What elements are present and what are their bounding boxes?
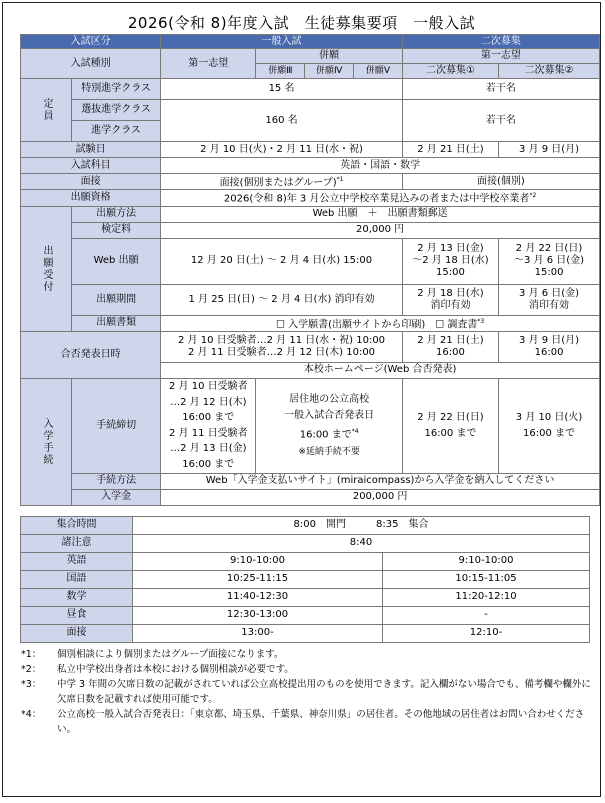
application-label: 出願受付 — [21, 206, 72, 331]
capacity-selective-label: 選抜進学クラス — [72, 100, 161, 121]
web-application-second2: 2 月 22 日(日) ～3 月 6 日(金) 15:00 — [499, 238, 600, 284]
exam-date-second2: 3 月 9 日(月) — [499, 142, 600, 158]
footnote — [21, 707, 593, 737]
web-application-general: 12 月 20 日(土) ～ 2 月 4 日(水) 15:00 — [161, 238, 403, 284]
exam-date-general: 2 月 10 日(火)・2 月 11 日(水・祝) — [161, 142, 403, 158]
header-heigan5: 併願Ⅴ — [354, 64, 403, 79]
footnote-key: *1： — [21, 648, 42, 660]
procedure-method: Web「入学金支払いサイト」(miraicompass)から入学金を納入してください — [161, 473, 600, 489]
interview-general: 面接(個別またはグループ)$^{*1}$ — [161, 174, 403, 190]
schedule-row-second: 9:10-10:00 — [383, 552, 590, 570]
header-type: 入試種別 — [21, 49, 161, 79]
application-period-general: 1 月 25 日(日) ～ 2 月 4 日(水) 消印有効 — [161, 284, 403, 315]
footnote — [21, 647, 593, 662]
footnote-text: 個別相談により個別またはグループ面接になります。 — [57, 648, 284, 660]
header-first-choice: 第一志望 — [161, 49, 256, 79]
capacity-special-label: 特別進学クラス — [72, 79, 161, 100]
capacity-general-num: 160 名 — [161, 100, 403, 142]
procedure-deadline-first: 2 月 10 日受験者 …2 月 12 日(木) 16:00 まで 2 月 11 日受験者 …2 月 13 日(金) 16:00 まで — [161, 378, 256, 473]
header-second1: 二次募集① — [402, 64, 498, 79]
schedule-table — [20, 516, 590, 643]
procedure-fee-label: 入学金 — [72, 489, 161, 505]
qualification-label: 出願資格 — [21, 190, 161, 206]
schedule-row-second: 12:10- — [383, 624, 590, 642]
schedule-row-general: 13:00- — [133, 624, 383, 642]
page-title: 2026(令和 8)年度入試 生徒募集要項 一般入試 — [127, 14, 476, 32]
schedule-row-general: 10:25-11:15 — [133, 570, 383, 588]
schedule-row-label: 数学 — [21, 588, 133, 606]
web-application-label: Web 出願 — [72, 238, 161, 284]
procedure-deadline-second1: 2 月 22 日(日) 16:00 まで — [402, 378, 498, 473]
qualification-value: 2026(令和 8)年 3 月公立中学校卒業見込みの者または中学校卒業者$^{*2}$ — [161, 190, 600, 206]
footnotes — [21, 647, 593, 737]
footnote-text: 私立中学校出身者は本校における個別相談が必要です。 — [57, 663, 294, 675]
web-application-second1: 2 月 13 日(金) ～2 月 18 日(水) 15:00 — [402, 238, 498, 284]
schedule-row-label: 国語 — [21, 570, 133, 588]
result-second2: 3 月 9 日(月) 16:00 — [499, 331, 600, 362]
procedure-label: 入学手続 — [21, 378, 72, 505]
application-period-label: 出願期間 — [72, 284, 161, 315]
footnote-text: 中学 3 年間の欠席日数の記載がされていれば公立高校提出用のものを使用できます。記入欄がない場合でも、備考欄や欄外に欠席日数を記載すれば使用可能です。 — [57, 678, 591, 705]
schedule-row-label: 昼食 — [21, 606, 133, 624]
subjects-label: 入試科目 — [21, 158, 161, 174]
table-row — [21, 624, 590, 642]
result-web: 本校ホームページ(Web 合否発表) — [161, 362, 600, 378]
header-second2: 二次募集② — [499, 64, 600, 79]
schedule-row-label: 英語 — [21, 552, 133, 570]
footnote-text: 公立高校一般入試合否発表日：「東京都、埼玉県、千葉県、神奈川県」の居住者。その他地域の居住者はお問い合わせください。 — [57, 708, 585, 735]
application-period-second2: 3 月 6 日(金) 消印有効 — [499, 284, 600, 315]
schedule-row-second: 10:15-11:05 — [383, 570, 590, 588]
footnote — [21, 677, 593, 707]
result-second1: 2 月 21 日(土) 16:00 — [402, 331, 498, 362]
header-category: 入試区分 — [21, 35, 161, 49]
application-fee: 20,000 円 — [161, 222, 600, 238]
application-docs-label: 出願書類 — [72, 315, 161, 331]
application-fee-label: 検定料 — [72, 222, 161, 238]
procedure-method-label: 手続方法 — [72, 473, 161, 489]
schedule-row-second: 11:20-12:10 — [383, 588, 590, 606]
application-period-second1: 2 月 18 日(水) 消印有効 — [402, 284, 498, 315]
table-row — [21, 570, 590, 588]
procedure-deadline-second2: 3 月 10 日(火) 16:00 まで — [499, 378, 600, 473]
subjects-value: 英語・国語・数学 — [161, 158, 600, 174]
capacity-second-special: 若干名 — [402, 79, 599, 100]
capacity-label: 定員 — [21, 79, 72, 142]
application-method-label: 出願方法 — [72, 206, 161, 222]
result-label: 合否発表日時 — [21, 331, 161, 378]
interview-second: 面接(個別) — [402, 174, 599, 190]
header-heigan3: 併願Ⅲ — [256, 64, 305, 79]
table-row — [21, 552, 590, 570]
footnote-key: *2： — [21, 663, 42, 675]
result-general: 2 月 10 日受験者…2 月 11 日(水・祝) 10:00 2 月 11 日受験者…2 月 12 日(木) 10:00 — [161, 331, 403, 362]
schedule-row-general: 11:40-12:30 — [133, 588, 383, 606]
footnote-key: *4： — [21, 708, 42, 720]
header-second: 二次募集 — [402, 35, 599, 49]
footnote-key: *3： — [21, 678, 42, 690]
footnote — [21, 662, 593, 677]
schedule-gather-label: 集合時間 — [21, 516, 133, 534]
admission-table — [20, 34, 600, 506]
header-heigan4: 併願Ⅳ — [305, 64, 354, 79]
procedure-deadline-heigan: 居住地の公立高校 一般入試合否発表日 16:00 まで$^{*4}$ ※延納手続不要 — [256, 378, 402, 473]
header-heigan: 併願 — [256, 49, 402, 64]
schedule-notice-label: 諸注意 — [21, 534, 133, 552]
procedure-fee: 200,000 円 — [161, 489, 600, 505]
procedure-deadline-label: 手続締切 — [72, 378, 161, 473]
exam-date-label: 試験日 — [21, 142, 161, 158]
capacity-special-num: 15 名 — [161, 79, 403, 100]
admission-guide-page — [2, 2, 601, 797]
capacity-second-other: 若干名 — [402, 100, 599, 142]
schedule-gather: 8:00 開門 8:35 集合 — [133, 516, 590, 534]
schedule-row-label: 面接 — [21, 624, 133, 642]
capacity-advance-label: 進学クラス — [72, 121, 161, 142]
table-row — [21, 588, 590, 606]
schedule-row-general: 12:30-13:00 — [133, 606, 383, 624]
schedule-notice: 8:40 — [133, 534, 590, 552]
interview-label: 面接 — [21, 174, 161, 190]
header-second-first: 第一志望 — [402, 49, 599, 64]
table-row — [21, 606, 590, 624]
application-docs: ☐ 入学願書(出願サイトから印刷) ☐ 調査書$^{*3}$ — [161, 315, 600, 331]
schedule-row-general: 9:10-10:00 — [133, 552, 383, 570]
schedule-row-second: - — [383, 606, 590, 624]
application-method: Web 出願 ＋ 出願書類郵送 — [161, 206, 600, 222]
exam-date-second1: 2 月 21 日(土) — [402, 142, 498, 158]
header-general: 一般入試 — [161, 35, 403, 49]
